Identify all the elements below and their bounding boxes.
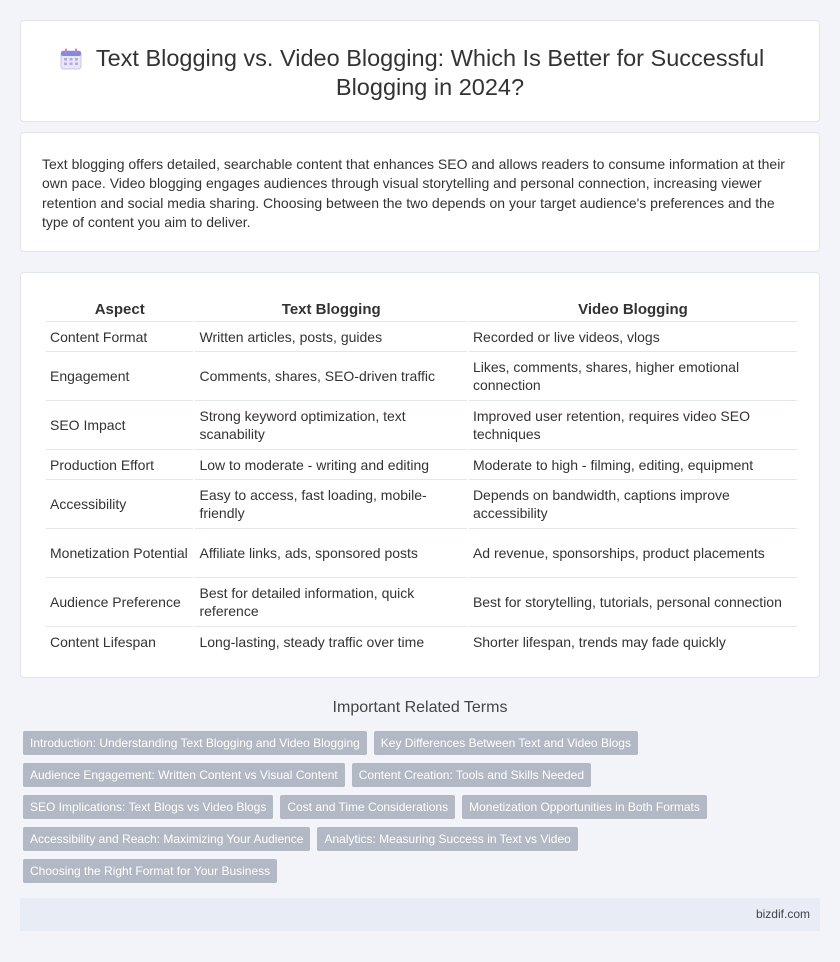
- table-cell: Long-lasting, steady traffic over time: [195, 626, 466, 656]
- related-term-tag[interactable]: Introduction: Understanding Text Blogging and Video Blogging: [23, 731, 367, 755]
- comparison-table: [44, 297, 799, 656]
- table-cell: Recorded or live videos, vlogs: [469, 321, 797, 351]
- related-terms-list: [23, 731, 818, 891]
- table-cell: Production Effort: [46, 449, 193, 479]
- table-cell: Low to moderate - writing and editing: [195, 449, 466, 479]
- table-cell: Depends on bandwidth, captions improve accessibility: [469, 479, 797, 528]
- footer-site-link[interactable]: bizdif.com: [755, 907, 810, 921]
- table-row: [46, 321, 797, 351]
- table-row: [46, 626, 797, 656]
- related-term-tag[interactable]: SEO Implications: Text Blogs vs Video Blogs: [23, 795, 273, 819]
- table-cell: Content Lifespan: [46, 626, 193, 656]
- intro-paragraph: Text blogging offers detailed, searchable content that enhances SEO and allows readers to consume information at their own pace. Video blogging engages audiences through visual storytelling and personal connection, increasing viewer retention and social media sharing. Choosing between the two depends on your target audience's preferences and the type of content you aim to deliver.: [42, 156, 785, 231]
- related-term-tag[interactable]: Accessibility and Reach: Maximizing Your Audience: [23, 827, 310, 851]
- related-term-tag[interactable]: Monetization Opportunities in Both Formats: [462, 795, 707, 819]
- table-row: [46, 351, 797, 400]
- table-cell: SEO Impact: [46, 400, 193, 449]
- table-cell: Engagement: [46, 351, 193, 400]
- table-cell: Moderate to high - filming, editing, equipment: [469, 449, 797, 479]
- table-cell: Written articles, posts, guides: [195, 321, 466, 351]
- footer: [20, 898, 820, 931]
- title-card: [20, 20, 820, 122]
- related-term-tag[interactable]: Choosing the Right Format for Your Business: [23, 859, 277, 883]
- related-term-tag[interactable]: Key Differences Between Text and Video Blogs: [374, 731, 638, 755]
- table-cell: Ad revenue, sponsorships, product placements: [469, 528, 797, 577]
- table-cell: Comments, shares, SEO-driven traffic: [195, 351, 466, 400]
- table-row: [46, 528, 797, 577]
- table-cell: Best for detailed information, quick reference: [195, 577, 466, 626]
- related-term-tag[interactable]: Content Creation: Tools and Skills Needed: [352, 763, 591, 787]
- table-cell: Improved user retention, requires video SEO techniques: [469, 400, 797, 449]
- table-cell: Affiliate links, ads, sponsored posts: [195, 528, 466, 577]
- table-cell: Strong keyword optimization, text scanability: [195, 400, 466, 449]
- related-term-tag[interactable]: Cost and Time Considerations: [280, 795, 455, 819]
- related-term-tag[interactable]: Analytics: Measuring Success in Text vs Video: [317, 827, 577, 851]
- table-row: [46, 577, 797, 626]
- comparison-card: [20, 272, 820, 678]
- table-header-row: [46, 297, 797, 321]
- table-cell: Shorter lifespan, trends may fade quickly: [469, 626, 797, 656]
- related-terms-title: Important Related Terms: [332, 699, 508, 716]
- table-cell: Audience Preference: [46, 577, 193, 626]
- table-row: [46, 479, 797, 528]
- table-cell: Likes, comments, shares, higher emotional connection: [469, 351, 797, 400]
- table-cell: Accessibility: [46, 479, 193, 528]
- related-term-tag[interactable]: Audience Engagement: Written Content vs Visual Content: [23, 763, 345, 787]
- table-cell: Content Format: [46, 321, 193, 351]
- table-cell: Monetization Potential: [46, 528, 193, 577]
- column-header: Video Blogging: [578, 300, 688, 318]
- column-header: Text Blogging: [281, 300, 381, 318]
- table-cell: Easy to access, fast loading, mobile-friendly: [195, 479, 466, 528]
- page-title: Text Blogging vs. Video Blogging: Which Is Better for Successful Blogging in 2024?: [95, 45, 765, 100]
- table-row: [46, 400, 797, 449]
- intro-card: [20, 132, 820, 252]
- table-cell: Best for storytelling, tutorials, personal connection: [469, 577, 797, 626]
- column-header: Aspect: [94, 300, 145, 318]
- table-row: [46, 449, 797, 479]
